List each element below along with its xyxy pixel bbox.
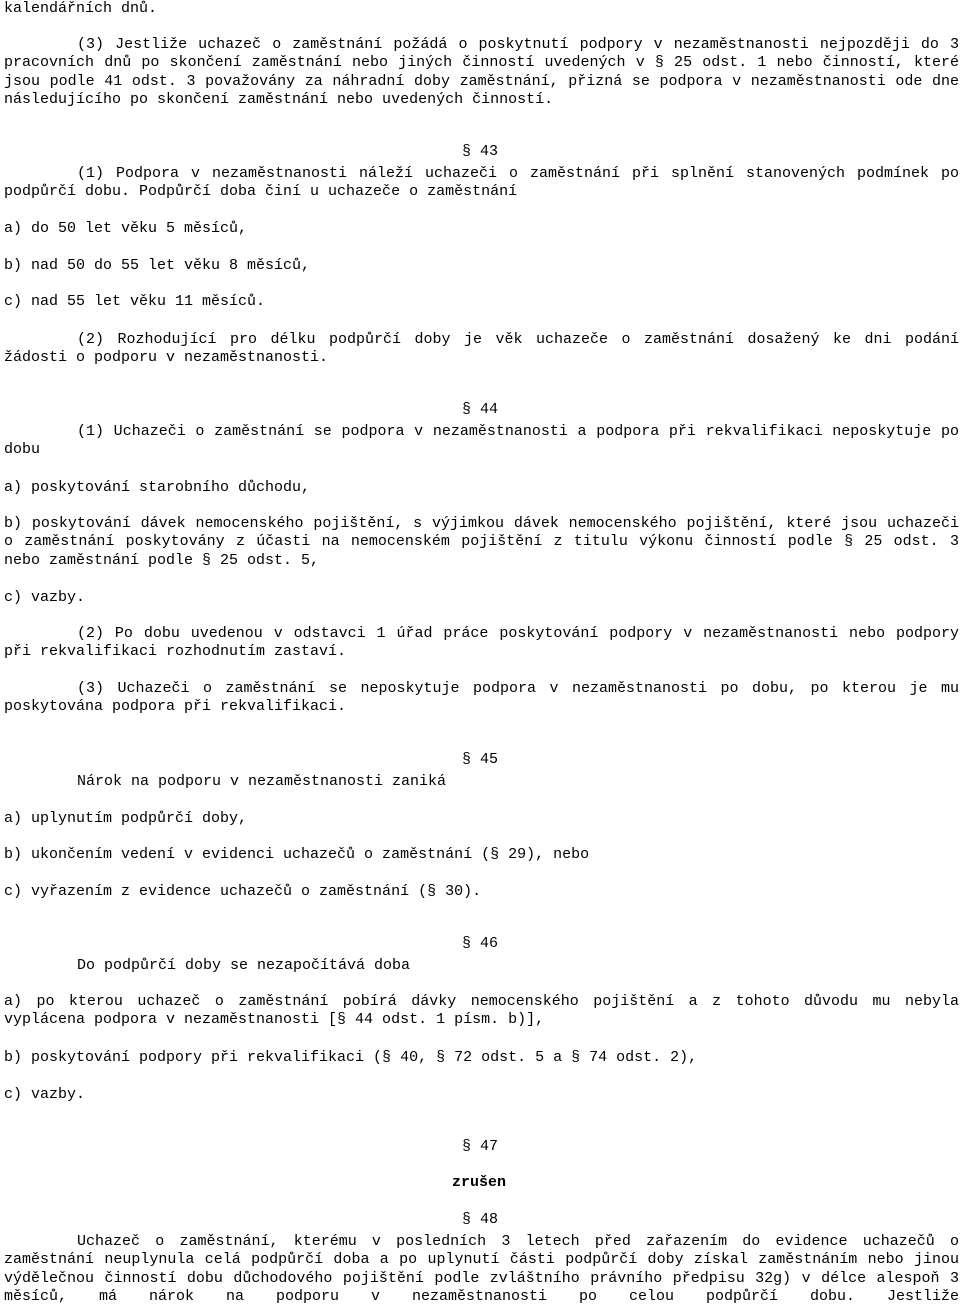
section-44-item-a: a) poskytování starobního důchodu, <box>4 479 311 496</box>
section-44-item-b: b) poskytování dávek nemocenského pojištění, s výjimkou dávek nemocenského pojištění, které jsou uchazeči o zaměstnání poskytovány z účasti na nemocenském pojištění z titulu výkonu činností podle § 25 odst. 3 nebo zaměstnání podle § 25 odst. 5, <box>4 515 959 569</box>
section-45-item-a: a) uplynutím podpůrčí doby, <box>4 810 248 827</box>
section-44-paragraph-1: (1) Uchazeči o zaměstnání se podpora v nezaměstnanosti a podpora při rekvalifikaci neposkytuje po dobu <box>4 423 959 459</box>
section-46-item-b: b) poskytování podpory při rekvalifikaci (§ 40, § 72 odst. 5 a § 74 odst. 2), <box>4 1049 698 1066</box>
section-44-heading: § 44 <box>462 401 499 418</box>
section-44-item-c: c) vazby. <box>4 589 86 606</box>
section-43-item-b: b) nad 50 do 55 let věku 8 měsíců, <box>4 257 311 274</box>
section-46-item-c: c) vazby. <box>4 1086 86 1103</box>
section-46-heading: § 46 <box>462 935 499 952</box>
section-46-item-a: a) po kterou uchazeč o zaměstnání pobírá dávky nemocenského pojištění a z tohoto důvodu mu nebyla vyplácena podpora v nezaměstnanosti [§ 44 odst. 1 písm. b)], <box>4 993 959 1029</box>
section-48-heading: § 48 <box>462 1211 499 1228</box>
section-45-item-c: c) vyřazením z evidence uchazečů o zaměstnání (§ 30). <box>4 883 482 900</box>
section-43-paragraph-2: (2) Rozhodující pro délku podpůrčí doby je věk uchazeče o zaměstnání dosažený ke dni podání žádosti o podporu v nezaměstnanosti. <box>4 331 959 367</box>
section-43-item-c: c) nad 55 let věku 11 měsíců. <box>4 293 266 310</box>
section-45-heading: § 45 <box>462 751 499 768</box>
section-45-item-b: b) ukončením vedení v evidenci uchazečů o zaměstnání (§ 29), nebo <box>4 846 590 863</box>
text-line: kalendářních dnů. <box>4 0 158 17</box>
section-44-paragraph-3: (3) Uchazeči o zaměstnání se neposkytuje podpora v nezaměstnanosti po dobu, po kterou je mu poskytována podpora při rekvalifikaci. <box>4 680 959 716</box>
section-48-paragraph: Uchazeč o zaměstnání, kterému v posledních 3 letech před zařazením do evidence uchazečů o zaměstnání neuplynula celá podpůrčí doba a po uplynutí části podpůrčí doby získal zaměstnáním nebo jinou výdělečnou činností dobu důchodového pojištění podle zvláštního právního předpisu 32g) v délce alespoň 3 měsíců, má nárok na podporu v nezaměstnanosti po celou podpůrčí dobu. Jestliže <box>4 1233 959 1305</box>
section-43-paragraph-1: (1) Podpora v nezaměstnanosti náleží uchazeči o zaměstnání při splnění stanovených podmínek po podpůrčí dobu. Podpůrčí doba činí u uchazeče o zaměstnání <box>4 165 959 201</box>
section-43-heading: § 43 <box>462 143 499 160</box>
section-44-paragraph-2: (2) Po dobu uvedenou v odstavci 1 úřad práce poskytování podpory v nezaměstnanosti nebo podpory při rekvalifikaci rozhodnutím zastaví. <box>4 625 959 661</box>
section-45-intro: Nárok na podporu v nezaměstnanosti zaniká <box>77 773 447 790</box>
section-43-item-a: a) do 50 let věku 5 měsíců, <box>4 220 248 237</box>
paragraph-3: (3) Jestliže uchazeč o zaměstnání požádá o poskytnutí podpory v nezaměstnanosti nejpozději do 3 pracovních dnů po skončení zaměstnání nebo jiných činností uvedených v § 25 odst. 1 nebo činností, které jsou podle 41 odst. 3 považovány za náhradní doby zaměstnání, přizná se podpora v nezaměstnanosti ode dne následujícího po skončení zaměstnání nebo uvedených činností. <box>4 36 959 108</box>
section-47-repealed: zrušen <box>452 1174 507 1191</box>
section-46-intro: Do podpůrčí doby se nezapočítává doba <box>77 957 411 974</box>
section-47-heading: § 47 <box>462 1138 499 1155</box>
